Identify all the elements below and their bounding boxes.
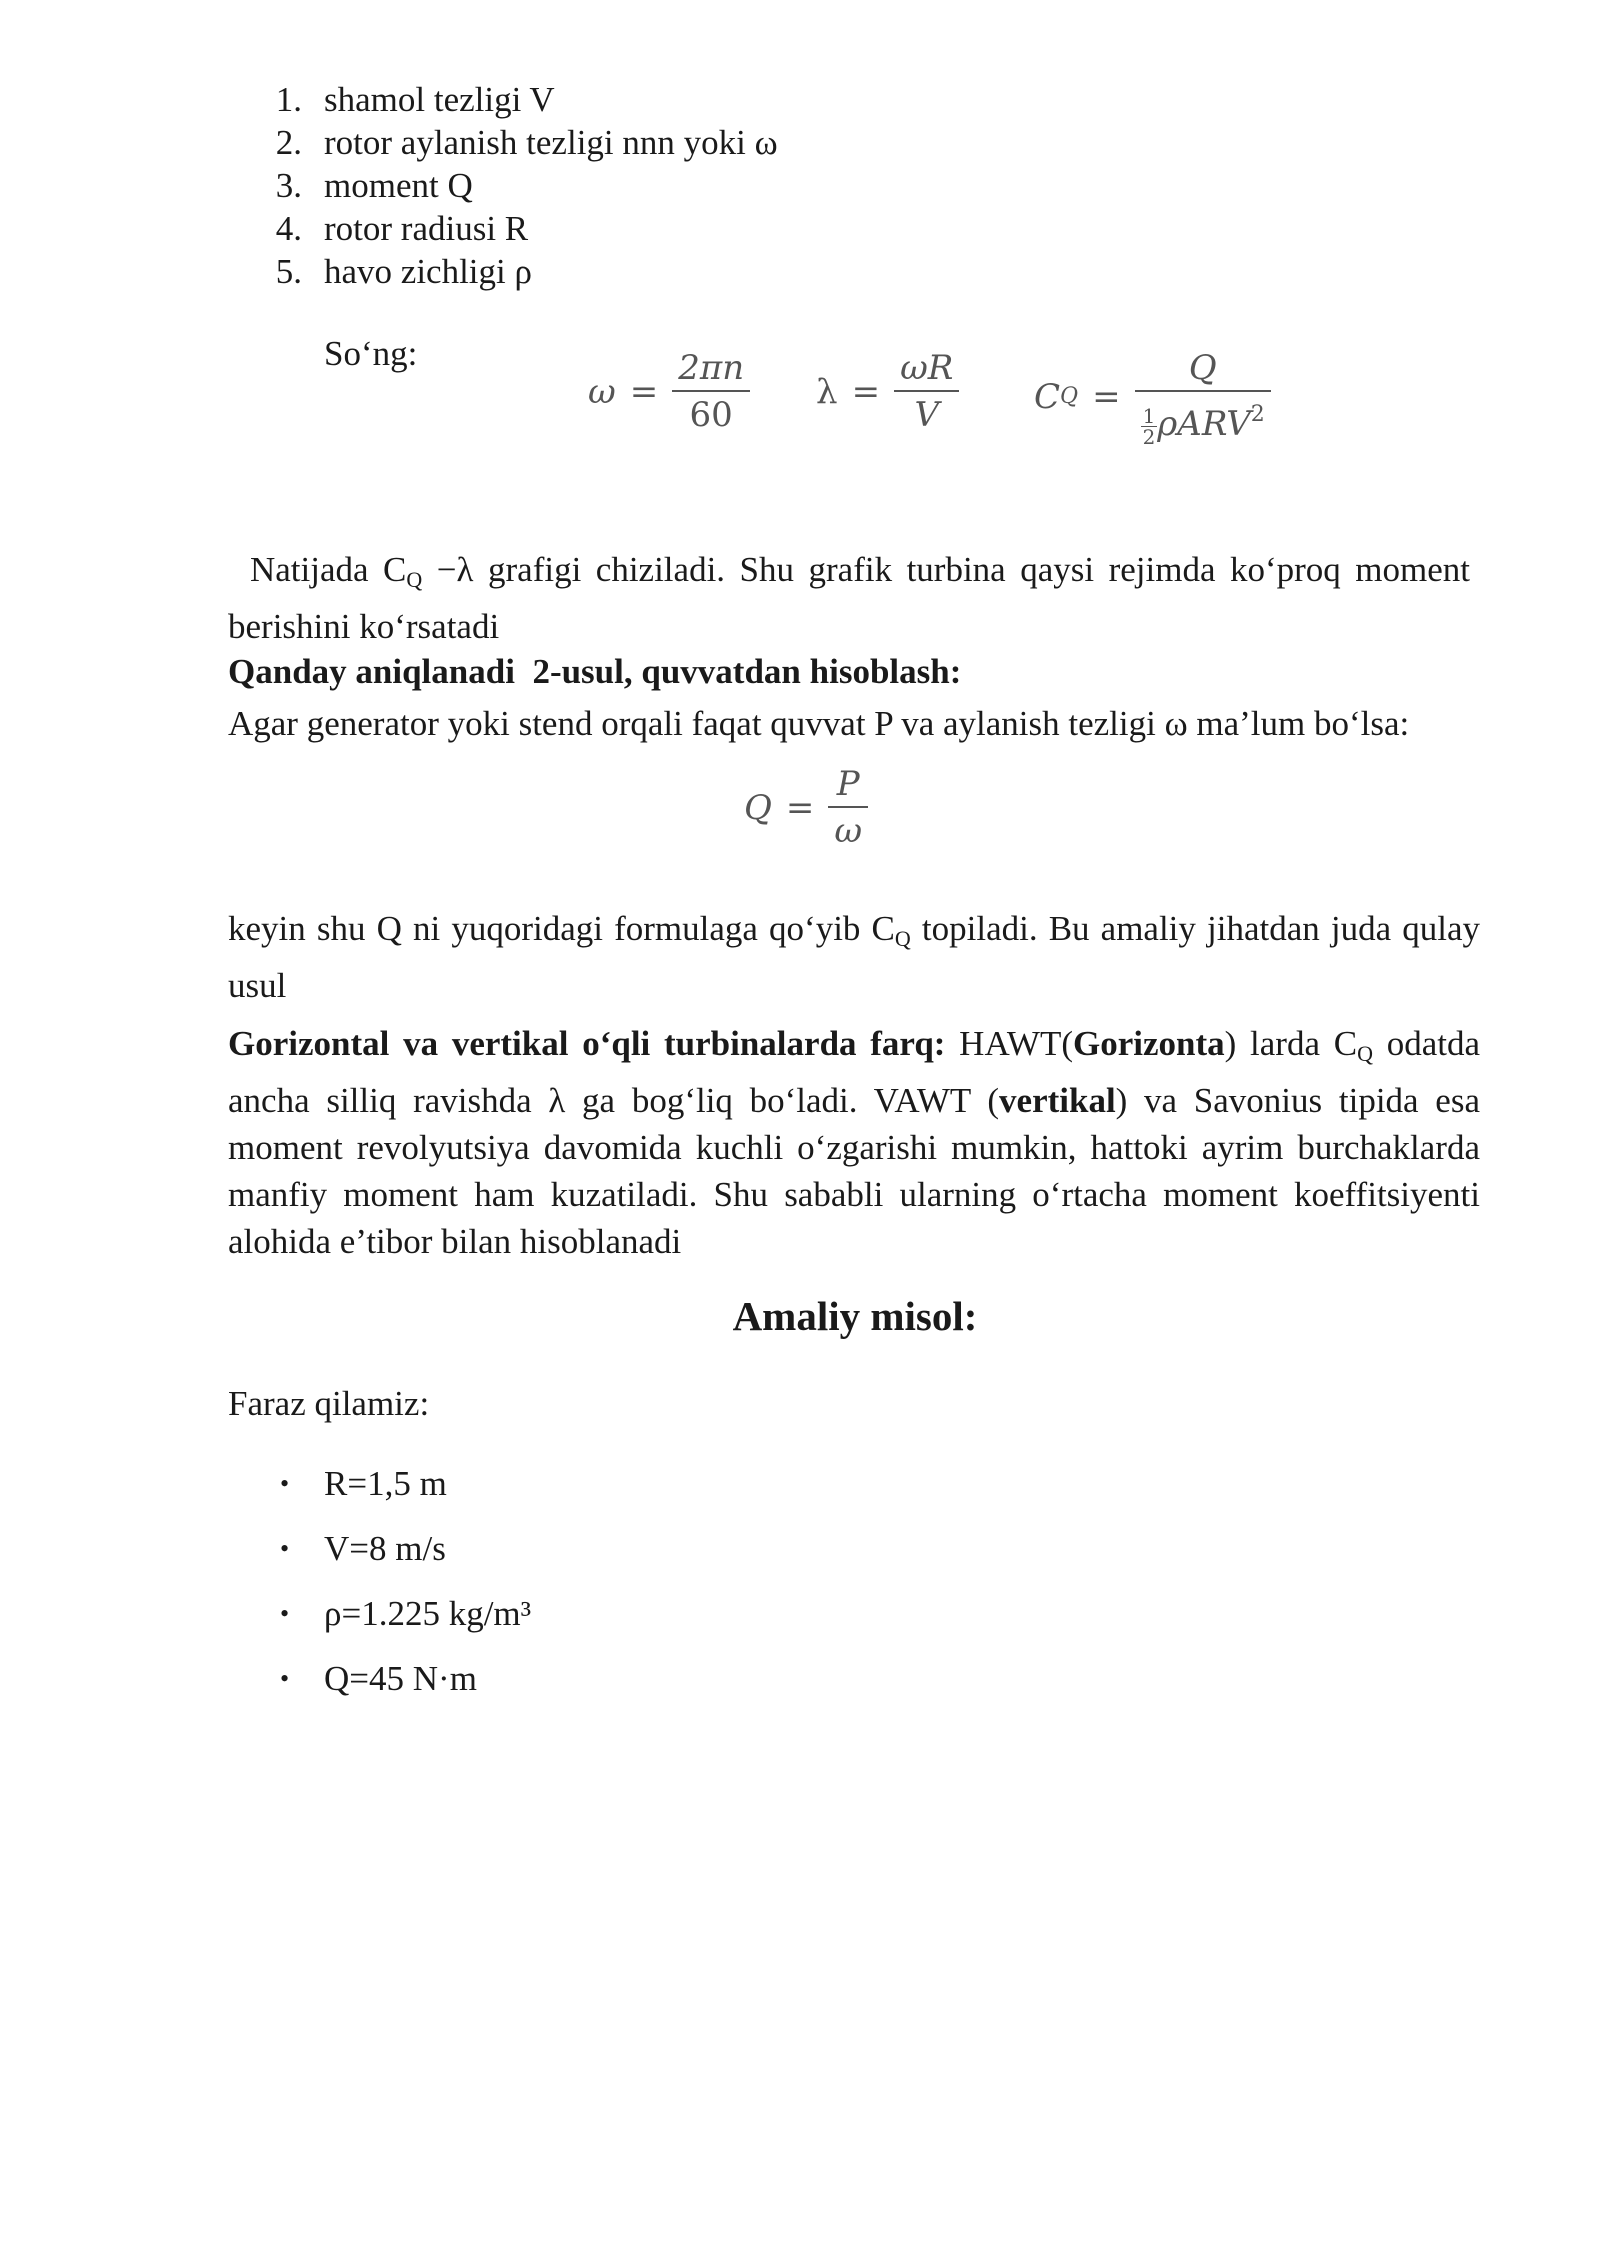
formula-lhs: Q: [744, 788, 772, 828]
formula-numerator: 2πn: [672, 346, 750, 392]
formula-q: [744, 762, 868, 854]
denominator-rest: ρARV: [1157, 404, 1251, 444]
half-numerator: 1: [1142, 403, 1156, 428]
equals-sign: =: [785, 788, 815, 828]
subscript: Q: [894, 926, 911, 951]
text-span: odatda ancha silliq ravishda λ ga bog‘liq bo‘ladi. VAWT (: [228, 1024, 1480, 1120]
denominator-exponent: 2: [1250, 402, 1265, 427]
text-span: ) larda C: [1224, 1024, 1358, 1063]
bold-text: Gorizonta: [1073, 1024, 1225, 1063]
list-text: shamol tezligi V: [324, 80, 555, 119]
half-fraction: [1141, 403, 1158, 449]
bold-text: vertikal: [999, 1081, 1116, 1120]
text-span: topiladi. Bu amaliy jihatdan juda qulay usul: [228, 909, 1481, 1005]
list-number: 5.: [275, 252, 302, 291]
heading-text: Qanday aniqlanadi 2-usul, quvvatdan hisoblash:: [228, 652, 962, 691]
formula-omega: [588, 346, 750, 438]
list-text: havo zichligi ρ: [324, 252, 532, 291]
formula-numerator: Q: [1135, 346, 1271, 392]
text-span: Natijada C: [250, 550, 407, 589]
heading-example: Amaliy misol:: [732, 1293, 978, 1339]
list-number: 3.: [275, 166, 302, 205]
subscript: Q: [1357, 1041, 1373, 1066]
song-label: So‘ng:: [324, 334, 418, 373]
list-text: moment Q: [324, 166, 473, 205]
list-text: V=8 m/s: [324, 1529, 446, 1568]
formula-denominator: 60: [689, 395, 733, 435]
equals-sign: =: [1092, 376, 1121, 417]
subscript: Q: [406, 567, 423, 592]
formula-lhs-subscript: Q: [1060, 384, 1079, 409]
paragraph-agar: Agar generator yoki stend orqali faqat quvvat P va aylanish tezligi ω ma’lum bo‘lsa:: [228, 704, 1410, 743]
formula-lhs: ω: [588, 372, 616, 412]
list-text: rotor radiusi R: [324, 209, 529, 248]
paragraph-natijada: [228, 546, 1470, 650]
text-span: ) va Savonius tipida esa moment revolyutsiya davomida kuchli o‘zgarishi mumkin, hattoki ayrim burchaklarda manfiy moment ham kuzatiladi. Shu sababli ularning o‘rtacha moment koeffitsiyenti alohida e’tibor bilan hisoblanadi: [228, 1081, 1480, 1261]
paragraph-keyin: [228, 905, 1480, 1009]
formula-lambda: [816, 346, 959, 438]
text-span: −λ grafigi chiziladi. Shu grafik turbina qaysi rejimda ko‘proq moment berishini ko‘rsatadi: [228, 550, 1470, 646]
numbered-list: [0, 78, 1600, 298]
bold-text: Gorizontal va vertikal o‘qli turbinalarda farq:: [228, 1024, 946, 1063]
formula-numerator: ωR: [894, 346, 959, 392]
bullet-icon: •: [280, 1664, 290, 1693]
bullet-icon: •: [280, 1534, 290, 1563]
formula-lhs: λ: [816, 372, 838, 412]
formula-denominator: ω: [834, 811, 863, 851]
equals-sign: =: [851, 372, 881, 412]
formula-denominator: [1135, 392, 1271, 447]
bullet-list: [0, 1462, 1600, 1722]
formula-cq: [1034, 346, 1271, 447]
equals-sign: =: [629, 372, 659, 412]
bullet-icon: •: [280, 1469, 290, 1498]
text-span: HAWT(: [945, 1024, 1074, 1063]
formula-numerator: P: [828, 762, 868, 808]
text-span: keyin shu Q ni yuqoridagi formulaga qo‘yib C: [228, 909, 895, 948]
half-denominator: 2: [1142, 424, 1156, 449]
list-text: rotor aylanish tezligi nnn yoki ω: [324, 123, 778, 162]
formula-denominator: V: [914, 395, 939, 435]
list-text: R=1,5 m: [324, 1464, 447, 1503]
formula-lhs: C: [1034, 376, 1061, 417]
paragraph-gorizontal: [228, 1020, 1480, 1265]
list-number: 4.: [275, 209, 302, 248]
faraz-label: Faraz qilamiz:: [228, 1384, 430, 1423]
list-text: Q=45 N·m: [324, 1659, 477, 1698]
heading-method-2: [228, 648, 961, 695]
bullet-icon: •: [280, 1599, 290, 1628]
list-number: 1.: [275, 80, 302, 119]
list-text: ρ=1.225 kg/m³: [324, 1594, 532, 1633]
list-number: 2.: [275, 123, 302, 162]
